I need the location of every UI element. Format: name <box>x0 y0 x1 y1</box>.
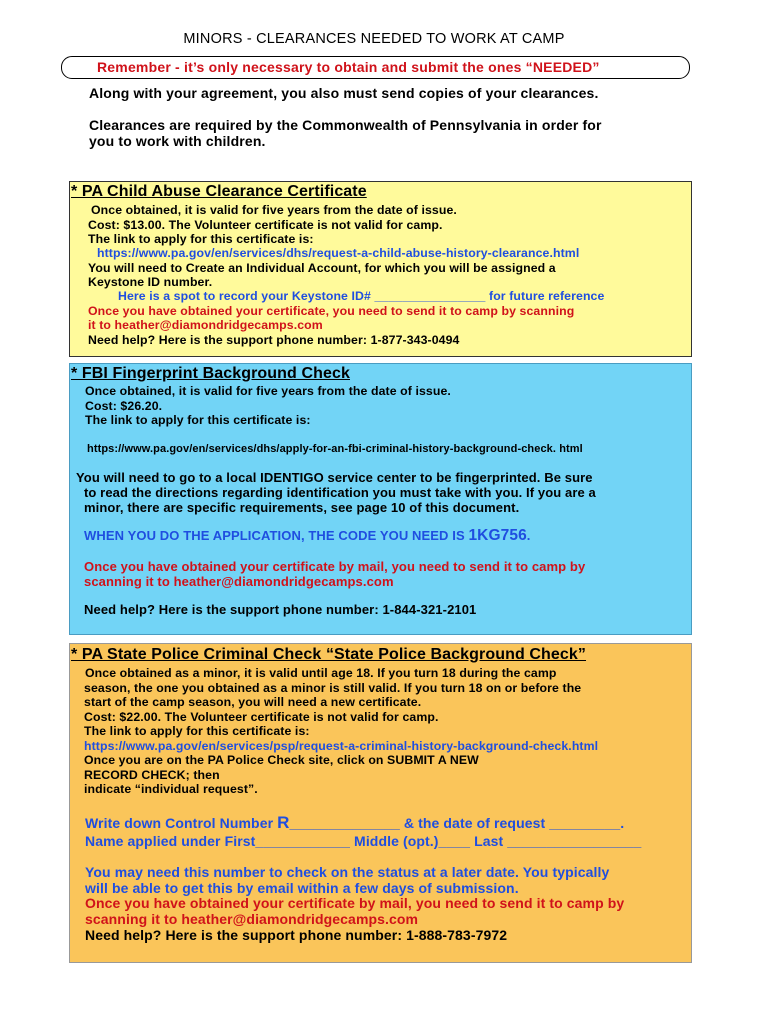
page-title: MINORS - CLEARANCES NEEDED TO WORK AT CAMP <box>183 31 565 47</box>
reminder-text: Remember - it’s only necessary to obtain and submit the ones “NEEDED” <box>97 59 600 75</box>
control-number-field[interactable]: Write down Control Number R______________ & the date of request _________. <box>85 813 625 832</box>
fbi-link[interactable]: https://www.pa.gov/en/services/dhs/apply-for-an-fbi-criminal-history-background-check. html <box>87 443 583 455</box>
keystone-id-field[interactable]: Here is a spot to record your Keystone ID# ________________ for future reference <box>118 289 605 303</box>
state-police-status-1: You may need this number to check on the status at a later date. You typically <box>85 864 610 880</box>
state-police-submit-text-1: Once you are on the PA Police Check site, click on SUBMIT A NEW <box>84 753 479 767</box>
fbi-send-email[interactable]: scanning it to heather@diamondridgecamps.com <box>84 574 394 589</box>
child-abuse-support-phone: Need help? Here is the support phone number: 1-877-343-0494 <box>88 333 460 347</box>
state-police-validity-1: Once obtained as a minor, it is valid until age 18. If you turn 18 during the camp <box>85 666 557 680</box>
reminder-banner <box>61 56 690 79</box>
child-abuse-link[interactable]: https://www.pa.gov/en/services/dhs/request-a-child-abuse-history-clearance.html <box>97 246 580 260</box>
fbi-heading: * FBI Fingerprint Background Check <box>71 365 350 382</box>
state-police-heading: * PA State Police Criminal Check “State Police Background Check” <box>71 646 587 663</box>
state-police-validity-3: start of the camp season, you will need a new certificate. <box>84 695 422 709</box>
fbi-identigo-text-2: to read the directions regarding identification you must take with you. If you are a <box>84 485 596 500</box>
fbi-section <box>69 363 692 635</box>
state-police-send-instructions: Once you have obtained your certificate by mail, you need to send it to camp by <box>85 895 625 911</box>
fbi-validity: Once obtained, it is valid for five years from the date of issue. <box>85 384 451 398</box>
child-abuse-account-text: You will need to Create an Individual Account, for which you will be assigned a <box>88 261 556 275</box>
fbi-identigo-text-1: You will need to go to a local IDENTIGO service center to be fingerprinted. Be sure <box>76 470 593 485</box>
state-police-support-phone: Need help? Here is the support phone number: 1-888-783-7972 <box>85 927 508 943</box>
intro-line-3: you to work with children. <box>89 133 266 149</box>
fbi-code-line: WHEN YOU DO THE APPLICATION, THE CODE YOU NEED IS 1KG756. <box>84 527 531 544</box>
control-number-prefix: R <box>277 813 290 832</box>
child-abuse-cost: Cost: $13.00. The Volunteer certificate is not valid for camp. <box>88 218 443 232</box>
child-abuse-send-email[interactable]: it to heather@diamondridgecamps.com <box>88 318 323 332</box>
state-police-submit-text-2: RECORD CHECK; then <box>84 768 220 782</box>
fbi-identigo-text-3: minor, there are specific requirements, see page 10 of this document. <box>84 500 520 515</box>
fbi-support-phone: Need help? Here is the support phone number: 1-844-321-2101 <box>84 602 477 617</box>
state-police-submit-text-3: indicate “individual request”. <box>84 782 258 796</box>
fbi-code: 1KG756 <box>468 527 527 544</box>
intro-line-2: Clearances are required by the Commonwealth of Pennsylvania in order for <box>89 117 602 133</box>
child-abuse-send-instructions: Once you have obtained your certificate, you need to send it to camp by scanning <box>88 304 575 318</box>
state-police-link[interactable]: https://www.pa.gov/en/services/psp/request-a-criminal-history-background-check.html <box>84 739 599 753</box>
fbi-link-label: The link to apply for this certificate is: <box>85 413 311 427</box>
child-abuse-keystone-text: Keystone ID number. <box>88 275 213 289</box>
state-police-status-2: will be able to get this by email within a few days of submission. <box>85 880 519 896</box>
state-police-cost: Cost: $22.00. The Volunteer certificate is not valid for camp. <box>84 710 439 724</box>
fbi-cost: Cost: $26.20. <box>85 399 163 413</box>
child-abuse-heading: * PA Child Abuse Clearance Certificate <box>71 183 367 200</box>
name-applied-field[interactable]: Name applied under First____________ Middle (opt.)____ Last _________________ <box>85 833 642 849</box>
state-police-send-email[interactable]: scanning it to heather@diamondridgecamps.com <box>85 911 419 927</box>
intro-line-1: Along with your agreement, you also must send copies of your clearances. <box>89 85 599 101</box>
state-police-section <box>69 643 692 963</box>
fbi-send-instructions: Once you have obtained your certificate by mail, you need to send it to camp by <box>84 559 586 574</box>
state-police-validity-2: season, the one you obtained as a minor is still valid. If you turn 18 on or before the <box>84 681 582 695</box>
state-police-link-label: The link to apply for this certificate is: <box>84 724 310 738</box>
child-abuse-section <box>69 181 692 357</box>
child-abuse-validity: Once obtained, it is valid for five years from the date of issue. <box>91 203 457 217</box>
child-abuse-link-label: The link to apply for this certificate is: <box>88 232 314 246</box>
